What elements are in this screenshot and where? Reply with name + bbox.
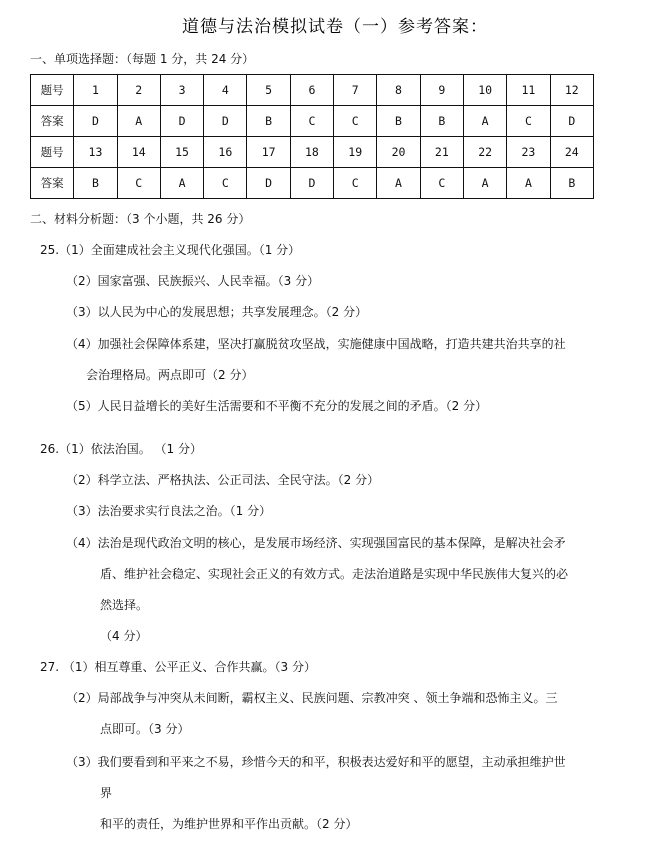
q26-answer-1: 26.（1）依法治国。 （1 分） [40, 442, 202, 456]
answer-cell: C [420, 168, 463, 199]
q27-answer-3-cont2: 和平的责任，为维护世界和平作出贡献。（2 分） [100, 817, 358, 831]
question-number: 10 [463, 75, 506, 106]
question-number: 9 [420, 75, 463, 106]
q25-answer-4-cont: 会治理格局。两点即可（2 分） [86, 368, 254, 382]
answer-cell: C [290, 106, 333, 137]
answer-cell: B [247, 106, 290, 137]
question-number: 12 [550, 75, 593, 106]
q26-answer-4-cont: 盾、维护社会稳定、实现社会正义的有效方式。走法治道路是实现中华民族伟大复兴的必 [100, 567, 569, 581]
question-number: 20 [377, 137, 420, 168]
table-row-question-numbers-2 [31, 137, 594, 168]
question-number: 11 [507, 75, 550, 106]
question-number: 13 [74, 137, 117, 168]
q27-answer-1: 27. （1）相互尊重、公平正义、合作共赢。（3 分） [40, 660, 316, 674]
q25-answer-3: （3）以人民为中心的发展思想；共享发展理念。（2 分） [66, 305, 368, 319]
question-number: 24 [550, 137, 593, 168]
row-header-answer: 答案 [31, 168, 74, 199]
question-number: 14 [117, 137, 160, 168]
q27-answer-3: （3）我们要看到和平来之不易，珍惜今天的和平，积极表达爱好和平的愿望，主动承担维护世 [66, 755, 566, 769]
answer-cell: C [117, 168, 160, 199]
question-number: 8 [377, 75, 420, 106]
question-number: 2 [117, 75, 160, 106]
question-number: 3 [160, 75, 203, 106]
q26-answer-4: （4）法治是现代政治文明的核心，是发展市场经济、实现强国富民的基本保障，是解决社会矛 [66, 536, 566, 550]
question-number: 16 [204, 137, 247, 168]
q25-answer-1: 25.（1）全面建成社会主义现代化强国。（1 分） [40, 243, 301, 257]
answer-cell: A [463, 106, 506, 137]
answer-cell: C [204, 168, 247, 199]
answer-cell: D [550, 106, 593, 137]
table-row-answers-1 [31, 106, 594, 137]
answer-cell: A [377, 168, 420, 199]
answer-cell: A [160, 168, 203, 199]
answer-cell: B [377, 106, 420, 137]
answer-cell: D [160, 106, 203, 137]
question-number: 21 [420, 137, 463, 168]
answer-cell: C [334, 168, 377, 199]
answer-cell: C [334, 106, 377, 137]
q25-answer-2: （2）国家富强、民族振兴、人民幸福。（3 分） [66, 274, 320, 288]
row-header-number: 题号 [31, 75, 74, 106]
answer-table [30, 74, 594, 199]
row-header-number: 题号 [31, 137, 74, 168]
table-row-question-numbers-1 [31, 75, 594, 106]
answer-cell: C [507, 106, 550, 137]
answer-cell: A [117, 106, 160, 137]
answer-cell: B [420, 106, 463, 137]
table-row-answers-2 [31, 168, 594, 199]
q27-answer-2: （2）局部战争与冲突从未间断，霸权主义、民族问题、宗教冲突 、领土争端和恐怖主义。三 [66, 691, 558, 705]
question-number: 17 [247, 137, 290, 168]
answer-cell: B [550, 168, 593, 199]
q26-answer-4-score: （4 分） [100, 629, 148, 643]
question-number: 4 [204, 75, 247, 106]
page-title: 道德与法治模拟试卷（一）参考答案： [182, 17, 488, 37]
question-number: 6 [290, 75, 333, 106]
answer-cell: B [74, 168, 117, 199]
question-number: 7 [334, 75, 377, 106]
row-header-answer: 答案 [31, 106, 74, 137]
question-number: 23 [507, 137, 550, 168]
answer-cell: A [507, 168, 550, 199]
answer-cell: D [247, 168, 290, 199]
q25-answer-4: （4）加强社会保障体系建，坚决打赢脱贫攻坚战，实施健康中国战略，打造共建共治共享的社 [66, 337, 566, 351]
q26-answer-3: （3）法治要求实行良法之治。（1 分） [66, 504, 272, 518]
question-number: 22 [463, 137, 506, 168]
q26-answer-4-cont2: 然选择。 [100, 598, 149, 612]
answer-cell: D [290, 168, 333, 199]
q27-answer-2-cont: 点即可。（3 分） [100, 722, 190, 736]
answer-cell: A [463, 168, 506, 199]
section-heading-analysis: 二、材料分析题：（3 个小题，共 26 分） [30, 212, 251, 226]
q27-answer-3-cont: 界 [100, 786, 113, 800]
question-number: 18 [290, 137, 333, 168]
q26-answer-2: （2）科学立法、严格执法、公正司法、全民守法。（2 分） [66, 473, 380, 487]
answer-cell: D [74, 106, 117, 137]
question-number: 15 [160, 137, 203, 168]
question-number: 5 [247, 75, 290, 106]
section-heading-choice: 一、单项选择题：（每题 1 分，共 24 分） [30, 52, 255, 66]
question-number: 19 [334, 137, 377, 168]
q25-answer-5: （5）人民日益增长的美好生活需要和不平衡不充分的发展之间的矛盾。（2 分） [66, 399, 488, 413]
question-number: 1 [74, 75, 117, 106]
answer-cell: D [204, 106, 247, 137]
